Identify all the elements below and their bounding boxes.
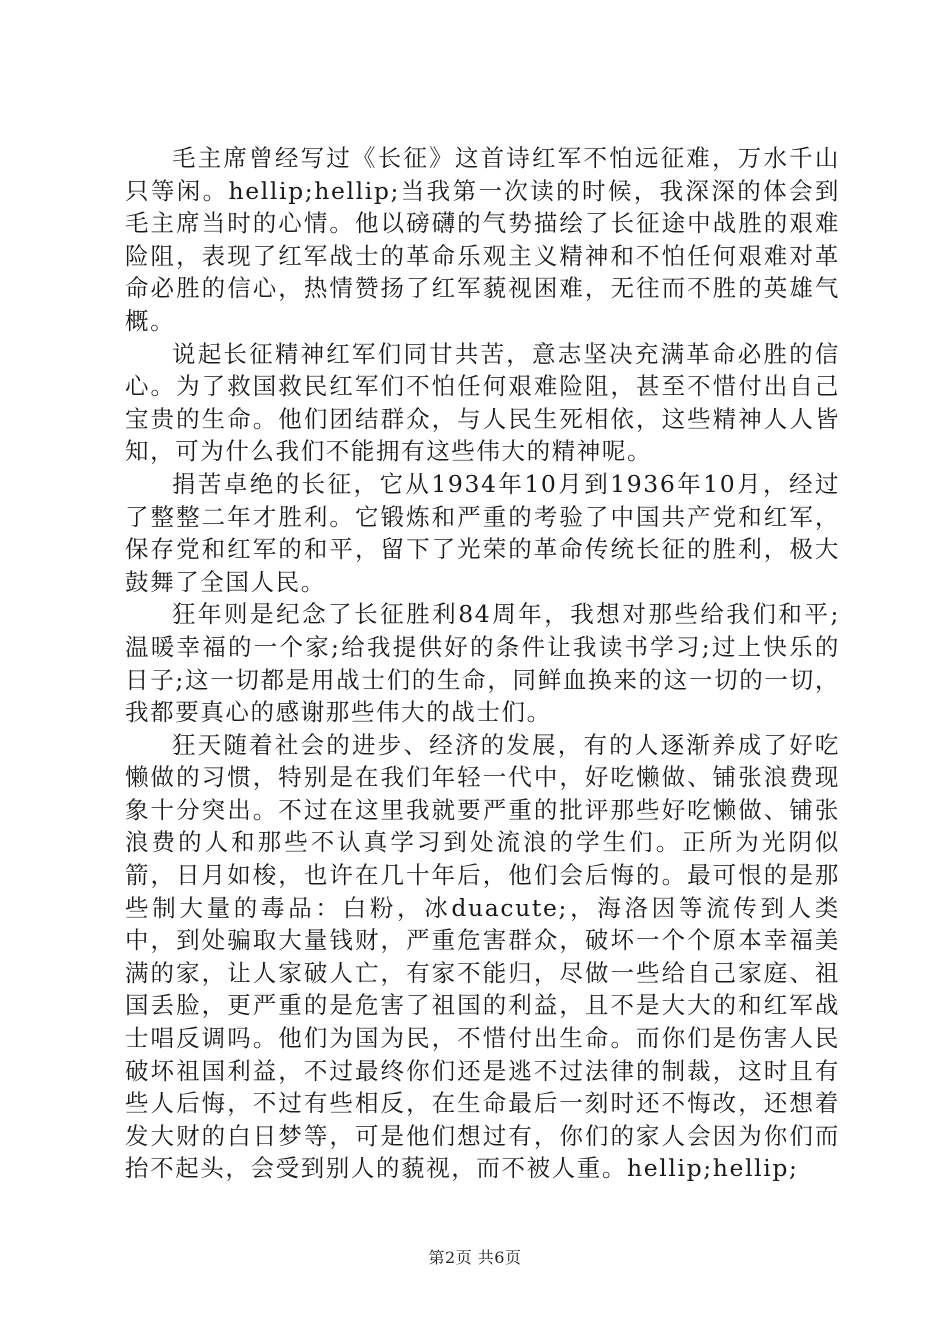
paragraph: 捐苦卓绝的长征，它从1934年10月到1936年10月，经过了整整二年才胜利。它锻炼和严重的考验了中国共产党和红军，保存党和红军的和平，留下了光荣的革命传统长征的胜利，极大鼓舞了全国人民。: [125, 469, 840, 596]
paragraph: 狂年则是纪念了长征胜利84周年，我想对那些给我们和平;温暖幸福的一个家;给我提供好的条件让我读书学习;过上快乐的日子;这一切都是用战士们的生命，同鲜血换来的这一切的一切，我都要真心的感谢那些伟大的战士们。: [125, 600, 840, 727]
body-text: [125, 142, 840, 1185]
paragraph: 狂天随着社会的进步、经济的发展，有的人逐渐养成了好吃懒做的习惯，特别是在我们年轻一代中，好吃懒做、铺张浪费现象十分突出。不过在这里我就要严重的批评那些好吃懒做、铺张浪费的人和那些不认真学习到处流浪的学生们。正所为光阴似箭，日月如梭，也许在几十年后，他们会后悔的。最可恨的是那些制大量的毒品：白粉，冰duacute;，海洛因等流传到人类中，到处骗取大量钱财，严重危害群众，破坏一个个原本幸福美满的家，让人家破人亡，有家不能归，尽做一些给自己家庭、祖国丢脸，更严重的是危害了祖国的利益，且不是大大的和红军战士唱反调吗。他们为国为民，不惜付出生命。而你们是伤害人民破坏祖国利益，不过最终你们还是逃不过法律的制裁，这时且有些人后悔，不过有些相反，在生命最后一刻时还不悔改，还想着发大财的白日梦等，可是他们想过有，你们的家人会因为你们而抬不起头，会受到别人的藐视，而不被人重。hellip;hellip;: [125, 730, 840, 1183]
page-number-footer: 第2页 共6页: [428, 1248, 522, 1267]
paragraph: 毛主席曾经写过《长征》这首诗红军不怕远征难，万水千山只等闲。hellip;hellip;当我第一次读的时候，我深深的体会到毛主席当时的心情。他以磅礴的气势描绘了长征途中战胜的艰难险阻，表现了红军战士的革命乐观主义精神和不怕任何艰难对革命必胜的信心，热情赞扬了红军藐视困难，无往而不胜的英雄气概。: [125, 144, 840, 335]
paragraph: 说起长征精神红军们同甘共苦，意志坚决充满革命必胜的信心。为了救国救民红军们不怕任何艰难险阻，甚至不惜付出自己宝贵的生命。他们团结群众，与人民生死相依，这些精神人人皆知，可为什么我们不能拥有这些伟大的精神呢。: [125, 339, 840, 466]
